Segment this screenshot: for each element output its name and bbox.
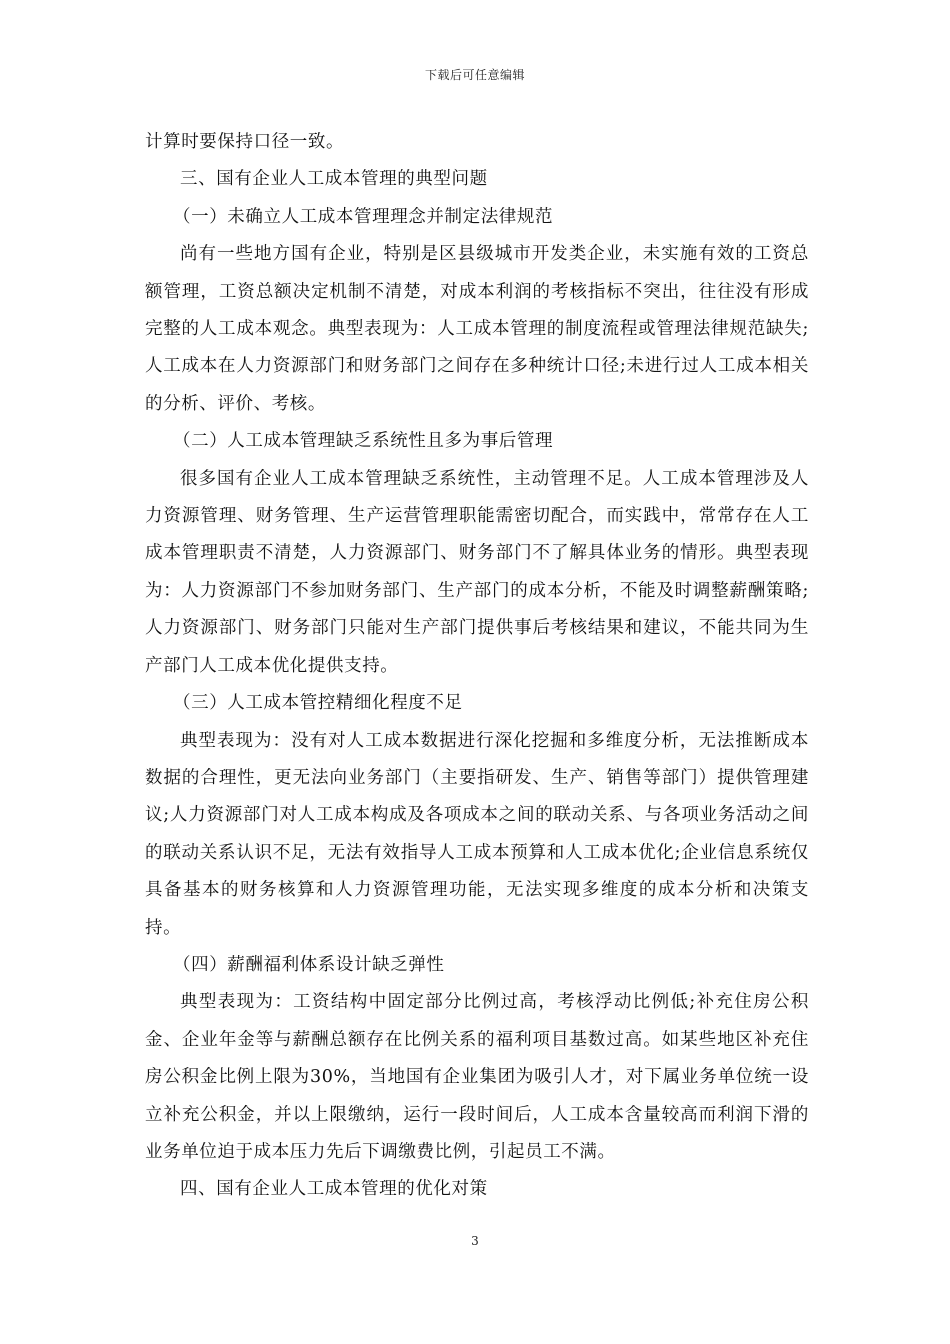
paragraph-continuation: 计算时要保持口径一致。 [145, 132, 345, 152]
body-paragraph: 很多国有企业人工成本管理缺乏系统性，主动管理不足。人工成本管理涉及人力资源管理、财务管理、生产运营管理职能需密切配合，而实践中，常常存在人工成本管理职责不清楚，人力资源部门、财务部门不了解具体业务的情形。典型表现为：人力资源部门不参加财务部门、生产部门的成本分析，不能及时调整薪酬策略;人力资源部门、财务部门只能对生产部门提供事后考核结果和建议，不能共同为生产部门人工成本优化提供支持。 [145, 468, 809, 676]
body-paragraph: 典型表现为：没有对人工成本数据进行深化挖掘和多维度分析，无法推断成本数据的合理性，更无法向业务部门（主要指研发、生产、销售等部门）提供管理建议;人力资源部门对人工成本构成及各项成本之间的联动关系、与各项业务活动之间的联动关系认识不足，无法有效指导人工成本预算和人工成本优化;企业信息系统仅具备基本的财务核算和人力资源管理功能，无法实现多维度的成本分析和决策支持。 [145, 730, 809, 938]
subsection-heading: （四）薪酬福利体系设计缺乏弹性 [173, 954, 445, 975]
subsection-heading: （二）人工成本管理缺乏系统性且多为事后管理 [173, 431, 554, 452]
subsection-heading: （三）人工成本管控精细化程度不足 [173, 693, 463, 714]
subsection-heading: （一）未确立人工成本管理理念并制定法律规范 [173, 206, 554, 227]
section-heading: 四、国有企业人工成本管理的优化对策 [180, 1179, 488, 1200]
body-paragraph: 典型表现为：工资结构中固定部分比例过高，考核浮动比例低;补充住房公积金、企业年金等与薪酬总额存在比例关系的福利项目基数过高。如某些地区补充住房公积金比例上限为30%，当地国有企业集团为吸引人才，对下属业务单位统一设立补充公积金，并以上限缴纳，运行一段时间后，人工成本含量较高而利润下滑的业务单位迫于成本压力先后下调缴费比例，引起员工不满。 [145, 992, 809, 1162]
body-paragraph: 尚有一些地方国有企业，特别是区县级城市开发类企业，未实施有效的工资总额管理，工资总额决定机制不清楚，对成本利润的考核指标不突出，往往没有形成完整的人工成本观念。典型表现为：人工成本管理的制度流程或管理法律规范缺失;人工成本在人力资源部门和财务部门之间存在多种统计口径;未进行过人工成本相关的分析、评价、考核。 [145, 244, 809, 414]
page-header: 下载后可任意编辑 [424, 68, 525, 82]
section-heading: 三、国有企业人工成本管理的典型问题 [180, 169, 488, 190]
page-number: 3 [471, 1234, 479, 1248]
document-body [145, 124, 809, 1209]
